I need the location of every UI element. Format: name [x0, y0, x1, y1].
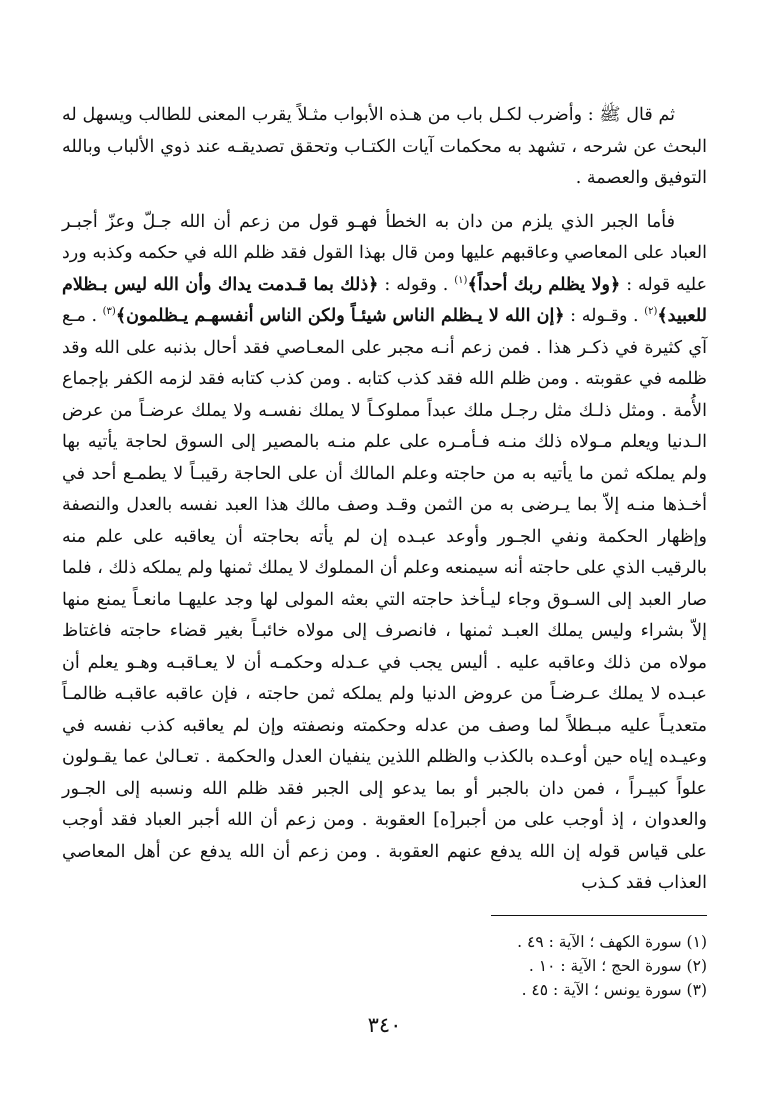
footnote-separator: [491, 915, 707, 916]
paragraph-2: [62, 207, 707, 900]
footnote-1: (١) سورة الكهف ؛ الآية : ٤٩ .: [517, 933, 707, 951]
text-run: ثم قال ﷺ : وأضرب لكـل باب من هـذه الأبواب مثـلاً يقرب المعنى للطالب ويسهل له البحث عن شرحه ، تشهد به محكمات آيات الكتـاب وتحقق تصديقـه عند ذوي الألباب وبالله التوفيق والعصمة .: [62, 105, 707, 188]
text-run: . وقوله :: [378, 274, 455, 295]
quran-verse: ﴿ولا يظلم ربك أحداً﴾: [467, 274, 621, 295]
footnotes-list: [517, 930, 707, 1002]
quran-verse: ﴿إن الله لا يـظلم الناس شيئـاً ولكن الناس أنفسهـم يـظلمون﴾: [115, 306, 565, 326]
footnote-ref: (١): [454, 274, 468, 286]
footnote-ref: (٢): [644, 306, 658, 318]
body-text: [62, 100, 707, 900]
page-number: ٣٤٠: [367, 1013, 402, 1037]
footnote-ref: (٣): [102, 306, 116, 318]
text-run: . وقـوله :: [564, 306, 645, 326]
text-run: . مـع آي كثيرة في ذكـر هذا . فمن زعم أنـه مجبر على المعـاصي فقد أحال بذنبه على الله وقد ظلمه في عقوبته . ومن ظلم الله فقد كذب كتابه . ومن كذب كتابه فقد لزمه الكفر بإجماع الأُمة . ومثل ذلـك مثل رجـل ملك عبداً مملوكـاً لا يملك نفسـه ولا يملك عرضـاً من عرض الـدنيا ويعلم مـولاه ذلك منـه فـأمـره على علم منـه بالمصير إلى السوق لحاجة يأتيه بها ولم يملكه ثمن ما يأتيه به من حاجته وعلم المالك أن على الحاجة رقيبـاً لا يطمـع أحد في أخـذها منـه إلاّ بما يـرضى به من الثمن وقـد وصف مالك هذا العبد نفسه بالعدل والنصفة وإظهار الحكمة ونفي الجـور وأوعد عبـده إن لم يأته بحاجته أن يعاقبه على علم منه بالرقيب الذي على حاجته أنه سيمنعه وعلم أن المملوك لا يملك ثمنها ولم يملكه ذلك ، فلما صار العبد إلى السـوق وجاء ليـأخذ حاجته التي بعثه المولى لها وجد عليهـا مانعـاً يمنع منها إلاّ بشراء وليس يملك العبـد ثمنها ، فانصرف إلى مولاه خائبـاً بغير قضاء حاجته فاغتاظ مولاه من ذلك وعاقبه عليه . أليس يجب في عـدله وحكمـه أن لا يعـاقبـه وهـو يعلم أن عبـده لا يملك عـرضـاً من عروض الدنيا ولم يملكه ثمن حاجته ، فإن عاقبه عاقبـه ظالمـاً متعديـاً عليه مبـطلاً لما وصف من عدله وحكمته ونصفته وإن لم يعاقبه كذب نفسه في وعيـده إياه حين أوعـده بالكذب والظلم اللذين ينفيان العدل والحكمة . تعـالىٰ عما يقـولون علواً كبيـراً ، فمن دان بالجبر أو بما يدعو إلى الجبر فقد ظلم الله ونسبه إلى الجـور والعدوان ، إذ أوجب على من أجبر[ه] العقوبة . ومن زعم أن الله أجبر العباد فقد أوجب على قياس قوله إن الله يدفع عنهم العقوبة . ومن زعم أن الله يدفع عن أهل المعاصي العذاب فقد كـذب: [62, 306, 707, 893]
footnote-2: (٢) سورة الحج ؛ الآية : ١٠ .: [528, 957, 707, 975]
text-run: فأما الجبر الذي يلزم من دان به الخطأ فهـو قول من زعم أن الله جـلّ وعزّ أجبـر العباد على المعاصي وعاقبهم عليها ومن قال بهذا القول فقد ظلم الله في حكمه وكذبه ورد عليه قوله :: [62, 211, 708, 295]
footnote-3: (٣) سورة يونس ؛ الآية : ٤٥ .: [521, 981, 707, 999]
paragraph-1: [62, 100, 707, 195]
quran-verse: ﴿ذلك بما قـدمت يداك وأن الله ليس بـظلام للعبيد﴾: [62, 274, 707, 326]
